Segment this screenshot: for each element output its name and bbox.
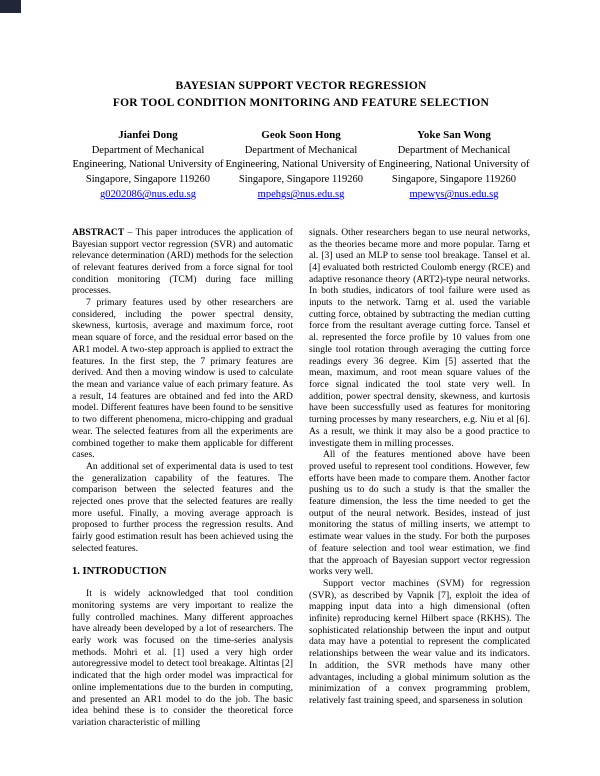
- author-email-link[interactable]: g0202086@nus.edu.sg: [99, 189, 196, 201]
- abstract-paragraph-3: An additional set of experimental data is used to test the generalization capability of the features. The comparison between the selected features and the rejected ones prove that the selected features are really more useful. Finally, a moving average approach is proposed to further process the regression results. And fairly good estimation result has been achieved using the selected features.: [72, 460, 293, 554]
- viewer-corner-fragment: [0, 0, 21, 13]
- abstract-paragraph-1: [72, 227, 293, 297]
- body-columns: [72, 227, 530, 729]
- author-email-link[interactable]: mpehgs@nus.edu.sg: [257, 189, 345, 201]
- author-name: Jianfei Dong: [118, 129, 178, 142]
- paper-title-line-1: BAYESIAN SUPPORT VECTOR REGRESSION: [175, 80, 427, 92]
- abstract-label: ABSTRACT: [72, 226, 125, 238]
- paper-title-line-2: FOR TOOL CONDITION MONITORING AND FEATURE SELECTION: [112, 96, 490, 109]
- author-affiliation: Department of Mechanical Engineering, National University of Singapore, Singapore 119260: [72, 144, 224, 185]
- abstract-paragraph-2: 7 primary features used by other researchers are considered, including the power spectral density, skewness, kurtosis, average and maximum force, root mean square of force, and the residual error based on the AR1 model. A two-step approach is applied to extract the features. In the first step, the 7 primary features are derived. And then a moving window is used to calculate the mean and variance value of each primary feature. As a result, 14 features are obtained and fed into the ARD model. Different features have been found to be sensitive to two different phenomena, micro-chipping and gradual wear. The selected features from all the experiments are combined together to make them applicable for different cases.: [72, 297, 293, 461]
- author-name: Yoke San Wong: [417, 129, 491, 142]
- author-email-link[interactable]: mpewys@nus.edu.sg: [409, 189, 499, 201]
- abstract-lead-text: – This paper introduces the application of Bayesian support vector regression (SVR) and automatic relevance determination (ARD) methods for the selection of relevant features derived from a force signal for tool condition monitoring (TCM) during face milling processes.: [72, 226, 293, 297]
- authors-row: [72, 128, 530, 203]
- right-column: [309, 227, 530, 729]
- right-column-paragraph-1: signals. Other researchers began to use neural networks, as the theories became more and more popular. Tarng et al. [3] used an MLP to sense tool breakage. Tansel et al. [4] evaluated both restricted Coulomb energy (RCE) and adaptive resonance theory (ART2)-type neural networks. In both studies, indicators of tool failure were used as inputs to the network. Tarng et al. used the variable cutting force, obtained by subtracting the median cutting force from the resultant average cutting force. Tansel et al. represented the force profile by 10 values from one single tool rotation through averaging the cutting force readings every 36 degree. Kim [5] asserted that the mean, maximum, and root mean square values of the force signal indicated the tool state very well. In addition, power spectral density, skewness, and kurtosis have been successfully used as features for monitoring turning processes by many researchers, e.g. Niu et al [6]. As a result, we think it may also be a good practice to investigate them in milling processes.: [309, 226, 530, 449]
- author-affiliation: Department of Mechanical Engineering, National University of Singapore, Singapore 119260: [225, 144, 377, 185]
- author-name: Geok Soon Hong: [261, 129, 341, 142]
- author-block-2: [225, 128, 377, 203]
- right-column-paragraph-2: All of the features mentioned above have been proved useful to represent tool conditions. However, few efforts have been made to compare them. Another factor pushing us to do such a study is that the smaller the feature dimension, the less the time needed to get the output of the neural network. Besides, instead of just monitoring the status of milling inserts, we attempt to estimate wear values in the study. For both the purposes of feature selection and tool wear estimation, we find that the approach of Bayesian support vector regression works very well.: [309, 449, 530, 578]
- introduction-heading: 1. INTRODUCTION: [72, 565, 167, 577]
- paper-title: [72, 78, 530, 111]
- author-block-3: [378, 128, 530, 203]
- author-block-1: [72, 128, 224, 203]
- right-column-paragraph-3: Support vector machines (SVM) for regression (SVR), as described by Vapnik [7], exploit the idea of mapping input data into a high dimensional (often infinite) reproducing kernel Hilbert space (RKHS). The sophisticated relationship between the input and output data may have a potential to represent the complicated relationships between the wear value and its indicators. In addition, the SVR methods have many other advantages, including a global minimum solution as the minimization of a convex programming problem, relatively fast training speed, and sparseness in solution: [309, 577, 530, 706]
- left-column: [72, 227, 293, 729]
- author-affiliation: Department of Mechanical Engineering, National University of Singapore, Singapore 119260: [378, 144, 530, 185]
- introduction-paragraph-1: It is widely acknowledged that tool condition monitoring systems are very important to realize the fully controlled machines. Many different approaches have already been developed by a lot of researchers. The early work was focused on the time-series analysis methods. Mohri et al. [1] used a very high order autoregressive model to detect tool breakage. Altintas [2] indicated that the high order model was impractical for online implementations due to the burden in computing, and presented an AR1 model to do the job. The basic idea behind these is to consider the theoretical force variation characteristic of milling: [72, 588, 293, 728]
